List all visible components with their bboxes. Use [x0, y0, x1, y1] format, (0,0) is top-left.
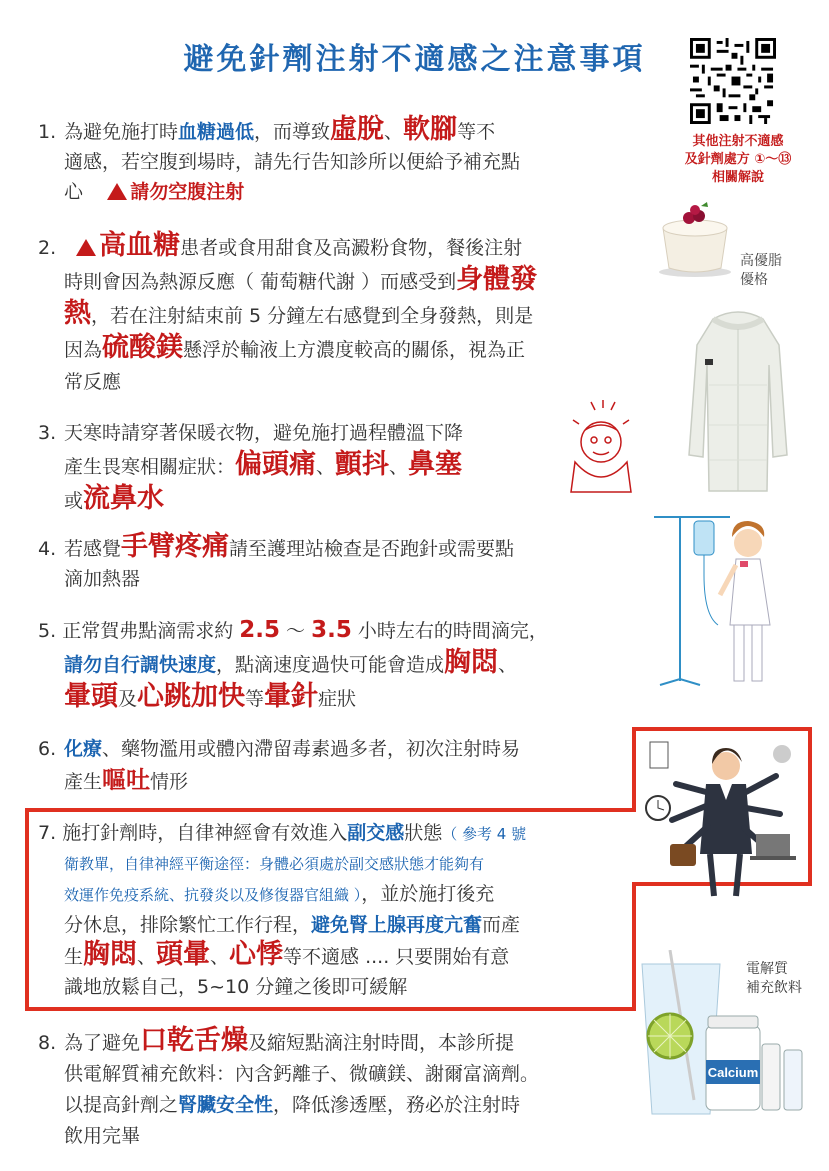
text: 、藥物濫用或體內滯留毒素過多者，初次注射時易 [102, 738, 521, 760]
text: 適感，若空腹到場時，請先行告知診所以便給予補充點 [64, 151, 521, 173]
text: 為避免施打時 [64, 121, 179, 143]
caption-line: 補充飲料 [746, 980, 802, 996]
text: 、 [210, 946, 230, 968]
text: 、 [384, 121, 404, 143]
text: 、 [389, 456, 409, 478]
caption-line: 優格 [740, 272, 768, 288]
item-number: 4. [38, 538, 57, 560]
text: 產生 [64, 771, 103, 793]
item-number: 6. [38, 738, 57, 760]
list-item-3 [38, 418, 598, 517]
emphasis-text: 嘔吐 [102, 766, 151, 794]
text: 及縮短點滴注射時間，本診所提 [248, 1032, 515, 1054]
qr-caption-line: 及針劑處方 ①～⑬ [684, 152, 792, 167]
emphasis-text: 硫酸鎂 [102, 332, 184, 363]
emphasis-text: 胸悶 [444, 647, 499, 678]
item-number: 1. [38, 121, 57, 143]
emphasis-text: 身體發 [456, 264, 538, 295]
warning-icon [76, 239, 96, 256]
text: ，並於施打後充 [361, 883, 495, 905]
list-item-7 [38, 818, 628, 1002]
text: 時則會因為熱源反應（ 葡萄糖代謝 ）而感受到 [64, 271, 457, 293]
text: 症狀 [318, 688, 357, 710]
text: 小時左右的時間滴完， [351, 620, 548, 642]
text: 請至護理站檢查是否跑針或需要點 [229, 538, 515, 560]
emphasis-text: 請勿自行調快速度 [64, 654, 217, 676]
emphasis-text: 3.5 [311, 617, 352, 643]
emphasis-text: 頭暈 [156, 939, 211, 970]
yogurt-caption [740, 252, 782, 290]
text: 分休息，排除繁忙工作行程， [64, 914, 312, 936]
emphasis-text: 暈頭 [64, 681, 118, 712]
emphasis-text: 心悸 [229, 939, 284, 970]
text: 、 [498, 654, 518, 676]
emphasis-text: 2.5 [239, 617, 280, 643]
item-number: 2. [38, 237, 57, 259]
text: 施打針劑時，自律神經會有效進入 [62, 822, 348, 844]
text: ，點滴速度過快可能會造成 [216, 654, 445, 676]
text: ，若在注射結束前 5 分鐘左右感覺到全身發熱，則是 [91, 305, 534, 327]
text: ～ [279, 620, 312, 642]
list-item-1 [38, 115, 638, 207]
emphasis-text: 偏頭痛 [235, 449, 317, 480]
yogurt-image [655, 200, 735, 278]
text: 心 [64, 181, 84, 203]
emphasis-text: 請勿空腹注射 [130, 181, 245, 203]
emphasis-text: 熱 [64, 298, 91, 329]
emphasis-text: 化療 [64, 738, 103, 760]
note-text: 效運作免疫系統、抗發炎以及修復器官組織 ） [64, 886, 362, 904]
text: ，而導致 [254, 121, 331, 143]
text: 、 [137, 946, 157, 968]
text: ，降低滲透壓，務必於注射時 [273, 1094, 521, 1116]
text: 等不 [457, 121, 496, 143]
emphasis-text: 鼻塞 [408, 449, 463, 480]
item-number: 7. [38, 822, 57, 844]
note-text: （ 參考 4 號 [442, 825, 527, 843]
page-title: 避免針劑注射不適感之注意事項 [183, 42, 646, 77]
nurse-iv-image [640, 505, 790, 695]
cold-person-sketch [565, 400, 640, 500]
emphasis-text: 暈針 [264, 681, 319, 712]
emphasis-text: 流鼻水 [83, 483, 165, 514]
text: 懸浮於輸液上方濃度較高的關係，視為正 [183, 339, 526, 361]
caption-line: 高優脂 [740, 253, 782, 269]
emphasis-text: 虛脫 [330, 114, 385, 145]
text: 產生畏寒相關症狀： [64, 456, 236, 478]
text: 若感覺 [64, 538, 122, 560]
text: 以提高針劑之 [64, 1094, 179, 1116]
qr-caption [672, 133, 804, 187]
electrolyte-drink-image [640, 950, 815, 1118]
calcium-label: Calcium [707, 1065, 759, 1080]
caption-line: 電解質 [746, 961, 788, 977]
note-text: 衛教單，自律神經平衡途徑：身體必須處於副交感狀態才能夠有 [64, 855, 485, 873]
item-number: 8. [38, 1032, 57, 1054]
text: 供電解質補充飲料：內含鈣離子、微礦鎂、謝爾富滴劑。 [64, 1063, 540, 1085]
text: 滴加熱器 [64, 568, 141, 590]
text: 生 [64, 946, 84, 968]
text: 等 [245, 688, 265, 710]
list-item-5 [38, 614, 638, 715]
emphasis-text: 高血糖 [99, 230, 181, 261]
busy-woman-image [640, 736, 810, 901]
list-item-8 [38, 1025, 638, 1152]
text: 為了避免 [64, 1032, 141, 1054]
winter-coat-image [683, 305, 793, 497]
emphasis-text: 口乾舌燥 [140, 1025, 249, 1056]
emphasis-text: 避免腎上腺再度亢奮 [311, 914, 483, 936]
text: 因為 [64, 339, 103, 361]
emphasis-text: 腎臟安全性 [178, 1094, 274, 1116]
emphasis-text: 心跳加快 [137, 681, 246, 712]
text: 狀態 [404, 822, 443, 844]
text: 情形 [150, 771, 189, 793]
text: 飲用完畢 [64, 1125, 141, 1147]
list-item-2 [38, 230, 638, 398]
list-item-4 [38, 532, 638, 594]
item-number: 5. [38, 620, 57, 642]
qr-caption-line: 其他注射不適感 [692, 134, 784, 149]
text: 常反應 [64, 371, 122, 393]
text: 、 [316, 456, 336, 478]
text: 而產 [482, 914, 521, 936]
emphasis-text: 軟腳 [403, 114, 458, 145]
emphasis-text: 副交感 [347, 822, 405, 844]
text: 及 [118, 688, 138, 710]
text: 識地放鬆自己，5~10 分鐘之後即可緩解 [64, 976, 408, 998]
qr-code-icon[interactable] [690, 38, 776, 124]
text: 正常賀弗點滴需求約 [62, 620, 240, 642]
text: 等不適感 .... 只要開始有意 [283, 946, 510, 968]
emphasis-text: 胸悶 [83, 939, 138, 970]
text: 或 [64, 490, 84, 512]
item-number: 3. [38, 422, 57, 444]
emphasis-text: 顫抖 [335, 449, 390, 480]
warning-icon [107, 183, 127, 200]
emphasis-text: 手臂疼痛 [121, 531, 230, 562]
emphasis-text: 血糖過低 [178, 121, 255, 143]
qr-caption-line: 相關解說 [711, 170, 764, 185]
text: 患者或食用甜食及高澱粉食物，餐後注射 [180, 237, 523, 259]
text: 天寒時請穿著保暖衣物，避免施打過程體溫下降 [64, 422, 464, 444]
